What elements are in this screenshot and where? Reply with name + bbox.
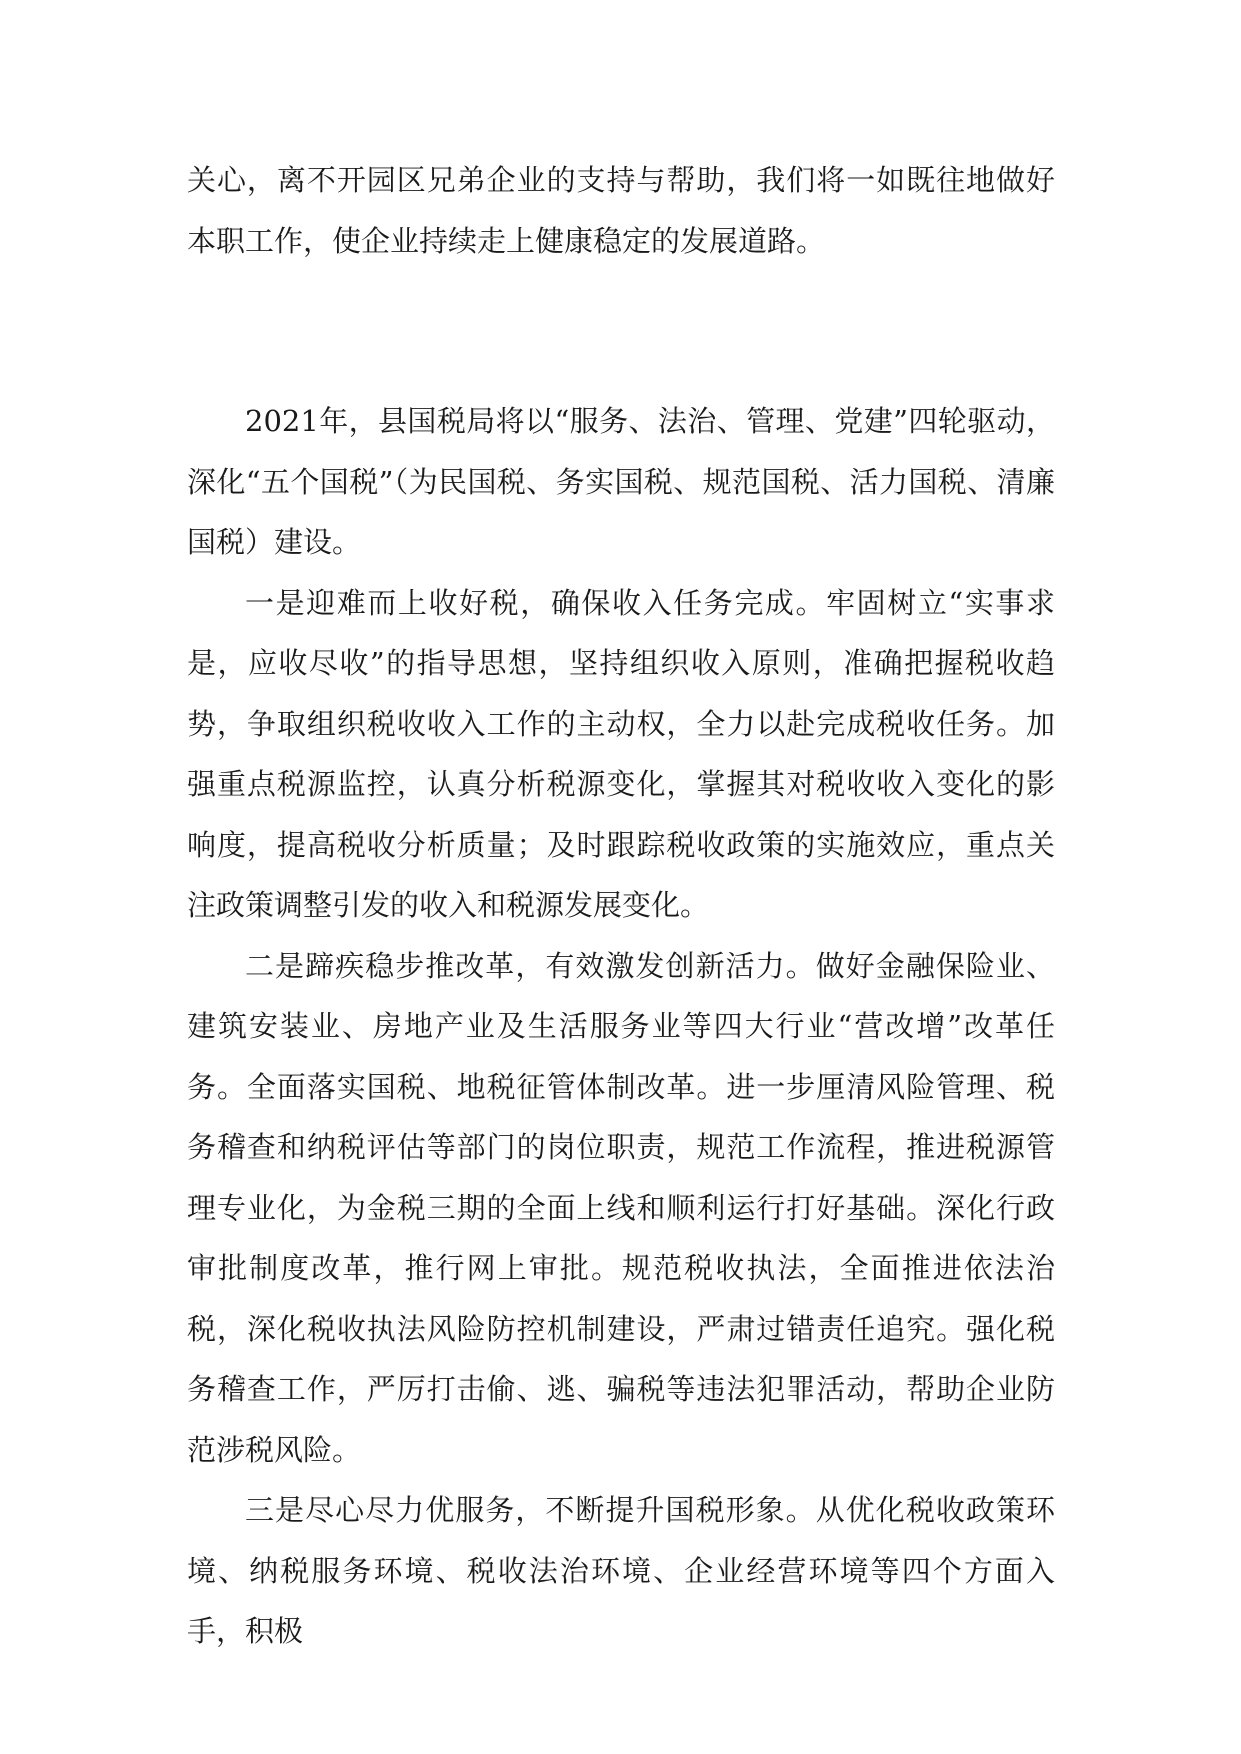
paragraph-point-three: 三是尽心尽力优服务，不断提升国税形象。从优化税收政策环境、纳税服务环境、税收法治环境、企业经营环境等四个方面入手，积极 [187,1493,1055,1648]
paragraph-intro: 2021年，县国税局将以“服务、法治、管理、党建”四轮驱动，深化“五个国税”（为民国税、务实国税、规范国税、活力国税、清廉国税）建设。 [187,404,1055,559]
paragraph-point-one: 一是迎难而上收好税，确保收入任务完成。牢固树立“实事求是，应收尽收”的指导思想，坚持组织收入原则，准确把握税收趋势，争取组织税收收入工作的主动权，全力以赴完成税收任务。加强重点税源监控，认真分析税源变化，掌握其对税收收入变化的影响度，提高税收分析质量；及时跟踪税收政策的实施效应，重点关注政策调整引发的收入和税源发展变化。 [187,585,1055,922]
document-body [187,150,1055,1662]
section-spacer [187,271,1055,391]
paragraph-point-two: 二是蹄疾稳步推改革，有效激发创新活力。做好金融保险业、建筑安装业、房地产业及生活服务业等四大行业“营改增”改革任务。全面落实国税、地税征管体制改革。进一步厘清风险管理、税务稽查和纳税评估等部门的岗位职责，规范工作流程，推进税源管理专业化，为金税三期的全面上线和顺利运行打好基础。深化行政审批制度改革，推行网上审批。规范税收执法，全面推进依法治税，深化税收执法风险防控机制建设，严肃过错责任追究。强化税务稽查工作，严厉打击偷、逃、骗税等违法犯罪活动，帮助企业防范涉税风险。 [187,948,1055,1467]
paragraph-continuation: 关心，离不开园区兄弟企业的支持与帮助，我们将一如既往地做好本职工作，使企业持续走上健康稳定的发展道路。 [187,163,1055,258]
